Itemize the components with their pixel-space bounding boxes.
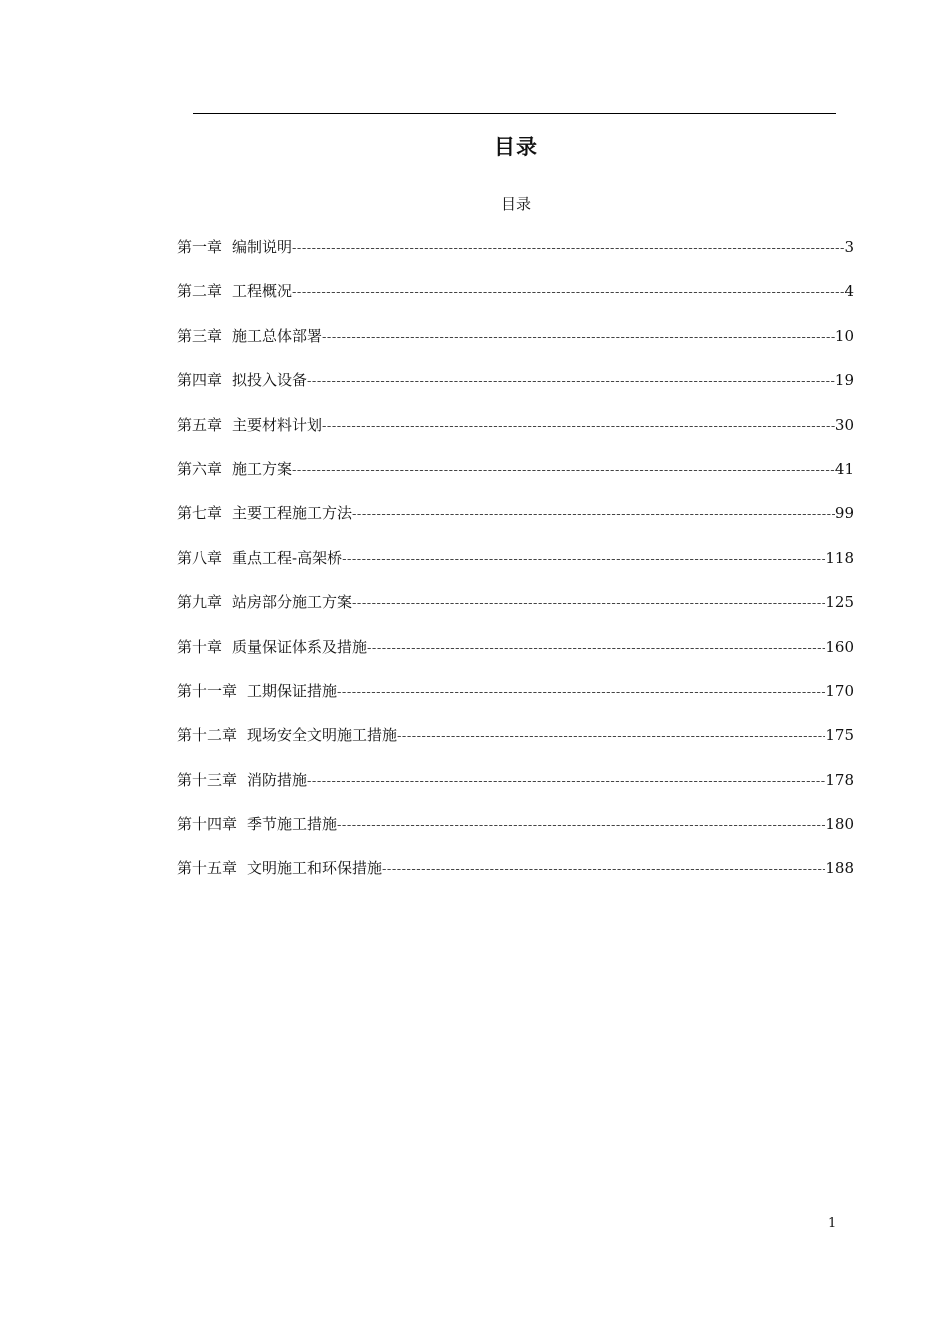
toc-leader-dashes	[292, 463, 835, 478]
toc-leader-dashes	[322, 419, 835, 434]
toc-chapter-number: 第十章	[177, 637, 223, 656]
header-rule	[193, 113, 836, 114]
toc-chapter-title: 消防措施	[247, 770, 308, 789]
toc-page-number: 125	[825, 593, 854, 612]
toc-page-number: 99	[834, 504, 854, 523]
toc-chapter-number: 第十三章	[177, 770, 238, 789]
toc-chapter-number: 第四章	[177, 371, 223, 390]
toc-entry-5[interactable]	[177, 414, 854, 458]
toc-chapter-number: 第十五章	[177, 859, 238, 878]
toc-entry-6[interactable]	[177, 458, 854, 502]
toc-page-number: 178	[825, 770, 854, 789]
toc-entry-15[interactable]	[177, 857, 854, 901]
toc-leader-dashes	[342, 552, 825, 567]
toc-chapter-title: 重点工程-高架桥	[232, 548, 343, 567]
toc-page-number: 19	[834, 371, 854, 390]
toc-leader-dashes	[352, 596, 825, 611]
toc-page-number: 4	[844, 282, 854, 301]
toc-chapter-number: 第七章	[177, 504, 223, 523]
toc-leader-dashes	[352, 507, 835, 522]
toc-page-number: 3	[844, 238, 854, 256]
toc-chapter-number: 第九章	[177, 593, 223, 612]
toc-leader-dashes	[367, 641, 825, 656]
toc-entry-11[interactable]	[177, 680, 854, 724]
table-of-contents	[177, 236, 854, 902]
toc-leader-dashes	[307, 774, 825, 789]
toc-entry-7[interactable]	[177, 502, 854, 546]
toc-page-number: 175	[825, 726, 854, 745]
toc-chapter-number: 第十一章	[177, 681, 238, 700]
toc-leader-dashes	[292, 285, 844, 300]
toc-entry-10[interactable]	[177, 636, 854, 680]
toc-entry-13[interactable]	[177, 769, 854, 813]
toc-chapter-title: 施工总体部署	[232, 326, 323, 345]
toc-chapter-number: 第六章	[177, 459, 223, 478]
toc-entry-2[interactable]	[177, 280, 854, 324]
toc-chapter-title: 主要材料计划	[232, 415, 323, 434]
toc-chapter-title: 编制说明	[232, 238, 293, 256]
toc-entry-9[interactable]	[177, 591, 854, 635]
toc-entry-12[interactable]	[177, 724, 854, 768]
toc-leader-dashes	[337, 818, 825, 833]
toc-chapter-title: 拟投入设备	[232, 371, 308, 390]
toc-chapter-number: 第十四章	[177, 815, 238, 834]
toc-leader-dashes	[397, 729, 825, 744]
toc-chapter-number: 第一章	[177, 238, 223, 256]
toc-entry-3[interactable]	[177, 325, 854, 369]
page-title: 目录	[494, 135, 538, 159]
toc-chapter-title: 季节施工措施	[247, 815, 338, 834]
toc-chapter-title: 主要工程施工方法	[232, 504, 353, 523]
toc-leader-dashes	[322, 330, 835, 345]
toc-entry-14[interactable]	[177, 813, 854, 857]
toc-page-number: 118	[825, 548, 854, 567]
toc-leader-dashes	[292, 241, 844, 256]
toc-page-number: 170	[825, 681, 854, 700]
toc-chapter-number: 第十二章	[177, 726, 238, 745]
toc-chapter-title: 文明施工和环保措施	[247, 859, 383, 878]
toc-chapter-title: 工期保证措施	[247, 681, 338, 700]
toc-page-number: 10	[834, 326, 854, 345]
toc-page-number: 188	[825, 859, 854, 878]
toc-chapter-number: 第三章	[177, 326, 223, 345]
toc-page-number: 180	[825, 815, 854, 834]
toc-entry-4[interactable]	[177, 369, 854, 413]
toc-chapter-title: 工程概况	[232, 282, 293, 301]
toc-leader-dashes	[307, 374, 835, 389]
toc-entry-8[interactable]	[177, 547, 854, 591]
page-footer-number: 1	[828, 1216, 837, 1231]
toc-chapter-title: 现场安全文明施工措施	[247, 726, 398, 745]
toc-chapter-title: 施工方案	[232, 459, 293, 478]
toc-chapter-title: 站房部分施工方案	[232, 593, 353, 612]
toc-chapter-number: 第八章	[177, 548, 223, 567]
toc-page-number: 41	[834, 459, 854, 478]
toc-subheading: 目录	[500, 195, 531, 213]
toc-chapter-title: 质量保证体系及措施	[232, 637, 368, 656]
toc-chapter-number: 第二章	[177, 282, 223, 301]
toc-leader-dashes	[337, 685, 825, 700]
toc-entry-1[interactable]	[177, 236, 854, 280]
toc-leader-dashes	[382, 862, 825, 877]
toc-page-number: 30	[834, 415, 854, 434]
toc-chapter-number: 第五章	[177, 415, 223, 434]
toc-page-number: 160	[825, 637, 854, 656]
